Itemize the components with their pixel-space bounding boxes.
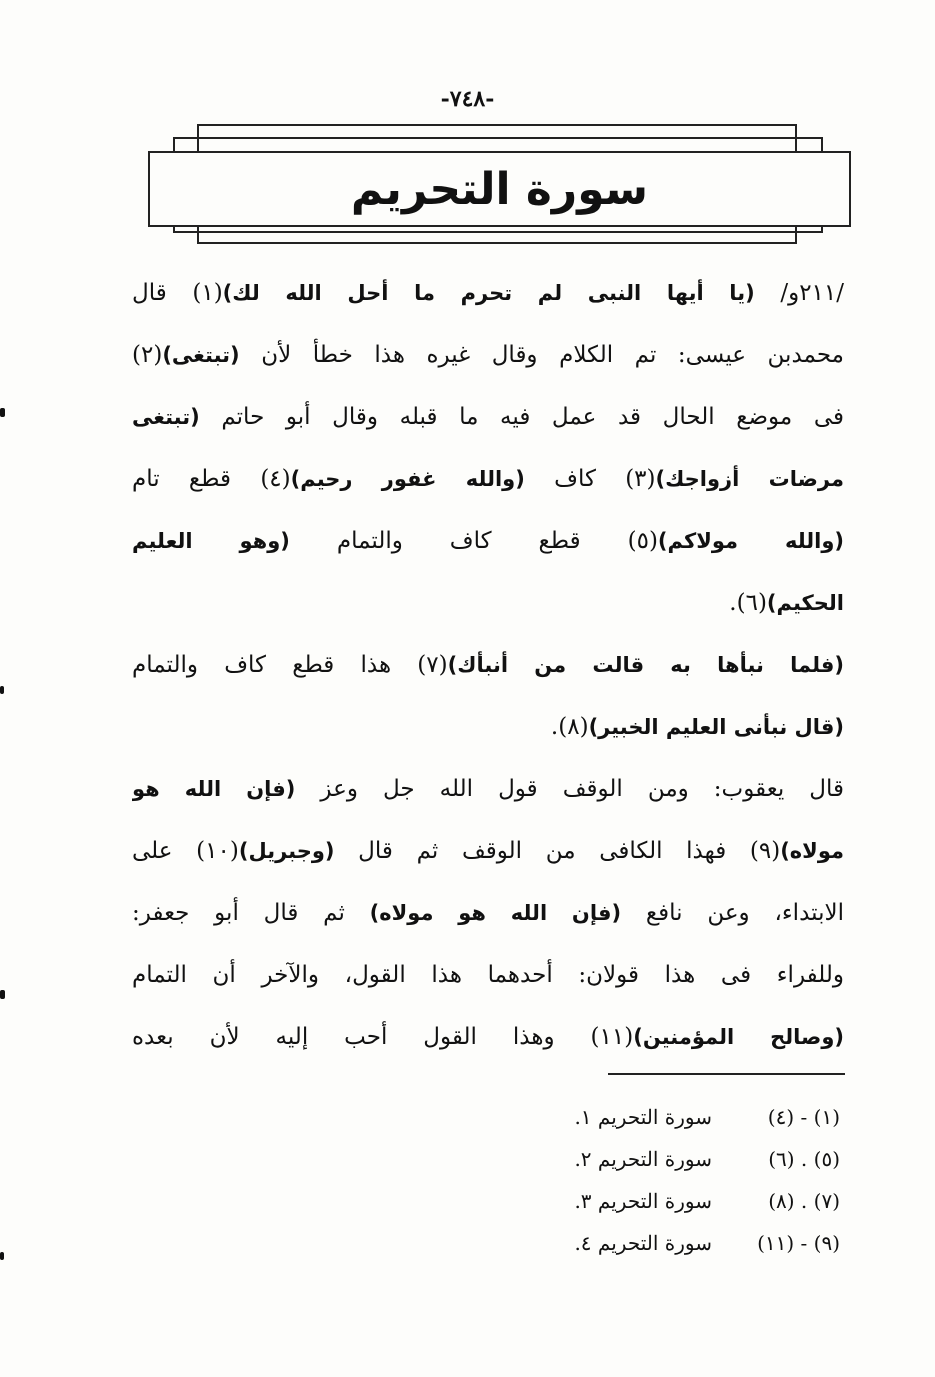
text-segment: (٢) xyxy=(132,342,163,368)
footnote-ref: (١) - (٤) xyxy=(767,1105,840,1129)
scan-mark xyxy=(0,686,4,694)
scan-mark xyxy=(0,990,5,999)
footnote-item xyxy=(420,1222,840,1264)
footnote-ref: (٧) . (٨) xyxy=(768,1189,840,1213)
main-text xyxy=(132,262,844,1068)
surah-title: سورة التحريم xyxy=(350,163,649,215)
quran-quote: (وجبريل) xyxy=(238,839,335,863)
text-segment: /٢١١و/ xyxy=(754,280,844,306)
quran-quote: (فإن الله هو xyxy=(132,777,296,801)
text-line xyxy=(132,696,844,758)
text-segment: ثم قال أبو جعفر: xyxy=(132,900,370,926)
text-segment: (٦). xyxy=(729,590,767,616)
text-segment: (٣) كاف xyxy=(524,466,656,492)
text-line xyxy=(132,448,844,510)
footnote-divider xyxy=(608,1073,845,1075)
footnote-item xyxy=(420,1138,840,1180)
footnote-text: سورة التحريم ٤. xyxy=(574,1231,712,1255)
footnote-text: سورة التحريم ٣. xyxy=(574,1189,712,1213)
quran-quote: مرضات أزواجك) xyxy=(655,467,844,491)
scan-mark xyxy=(0,1252,4,1260)
text-segment: محمدبن عيسى: تم الكلام وقال غيره هذا خطأ لأن xyxy=(239,342,844,368)
text-segment: قال يعقوب: ومن الوقف قول الله جل وعز xyxy=(295,776,844,802)
text-segment: (١١) وهذا القول أحب إليه لأن بعده xyxy=(132,1024,634,1050)
footnote-item xyxy=(420,1180,840,1222)
text-line xyxy=(132,510,844,572)
quran-quote: (والله غفور رحيم) xyxy=(290,467,525,491)
text-line xyxy=(132,944,844,1006)
text-line xyxy=(132,1006,844,1068)
text-line xyxy=(132,758,844,820)
footnote-item xyxy=(420,1096,840,1138)
quran-quote: (فلما نبأها به قالت من أنبأك) xyxy=(447,653,844,677)
quran-quote: (والله مولاكم) xyxy=(657,529,844,553)
footnote-ref: (٩) - (١١) xyxy=(757,1231,840,1255)
quran-quote: (وهو العليم xyxy=(132,529,290,553)
scan-mark xyxy=(0,408,5,417)
text-segment: (٤) قطع تام xyxy=(132,466,291,492)
text-line xyxy=(132,262,844,324)
text-line xyxy=(132,324,844,386)
quran-quote: الحكيم) xyxy=(766,591,844,615)
text-segment: (١) قال xyxy=(132,280,223,306)
text-segment: وللفراء فى هذا قولان: أحدهما هذا القول، والآخر أن التمام xyxy=(132,962,844,988)
quran-quote: (فإن الله هو مولاه) xyxy=(369,901,622,925)
quran-quote: مولاه) xyxy=(780,839,844,863)
page-number: -٧٤٨- xyxy=(440,86,495,112)
text-segment: (٧) هذا قطع كاف والتمام xyxy=(132,652,448,678)
footnote-text: سورة التحريم ١. xyxy=(574,1105,712,1129)
quran-quote: (وصالح المؤمنين) xyxy=(633,1025,844,1049)
text-line xyxy=(132,820,844,882)
text-segment: (٨). xyxy=(550,714,589,740)
text-segment: (١٠) على xyxy=(132,838,239,864)
text-segment: (٥) قطع كاف والتمام xyxy=(289,528,658,554)
text-line xyxy=(132,634,844,696)
footnote-text: سورة التحريم ٢. xyxy=(574,1147,712,1171)
quran-quote: (تبتغى) xyxy=(162,343,240,367)
quran-quote: (تبتغى xyxy=(132,405,200,429)
quran-quote: (قال نبأنى العليم الخبير) xyxy=(588,715,844,739)
text-line xyxy=(132,386,844,448)
text-line xyxy=(132,572,844,634)
text-segment: الابتداء، وعن نافع xyxy=(621,900,844,926)
quran-quote: (يا أيها النبى لم تحرم ما أحل الله لك) xyxy=(222,281,755,305)
text-segment: (٩) فهذا الكافى من الوقف ثم قال xyxy=(334,838,781,864)
text-segment: فى موضع الحال قد عمل فيه ما قبله وقال أبو حاتم xyxy=(199,404,844,430)
title-frame xyxy=(148,151,851,227)
footnotes xyxy=(420,1096,840,1264)
footnote-ref: (٥) . (٦) xyxy=(768,1147,840,1171)
text-line xyxy=(132,882,844,944)
